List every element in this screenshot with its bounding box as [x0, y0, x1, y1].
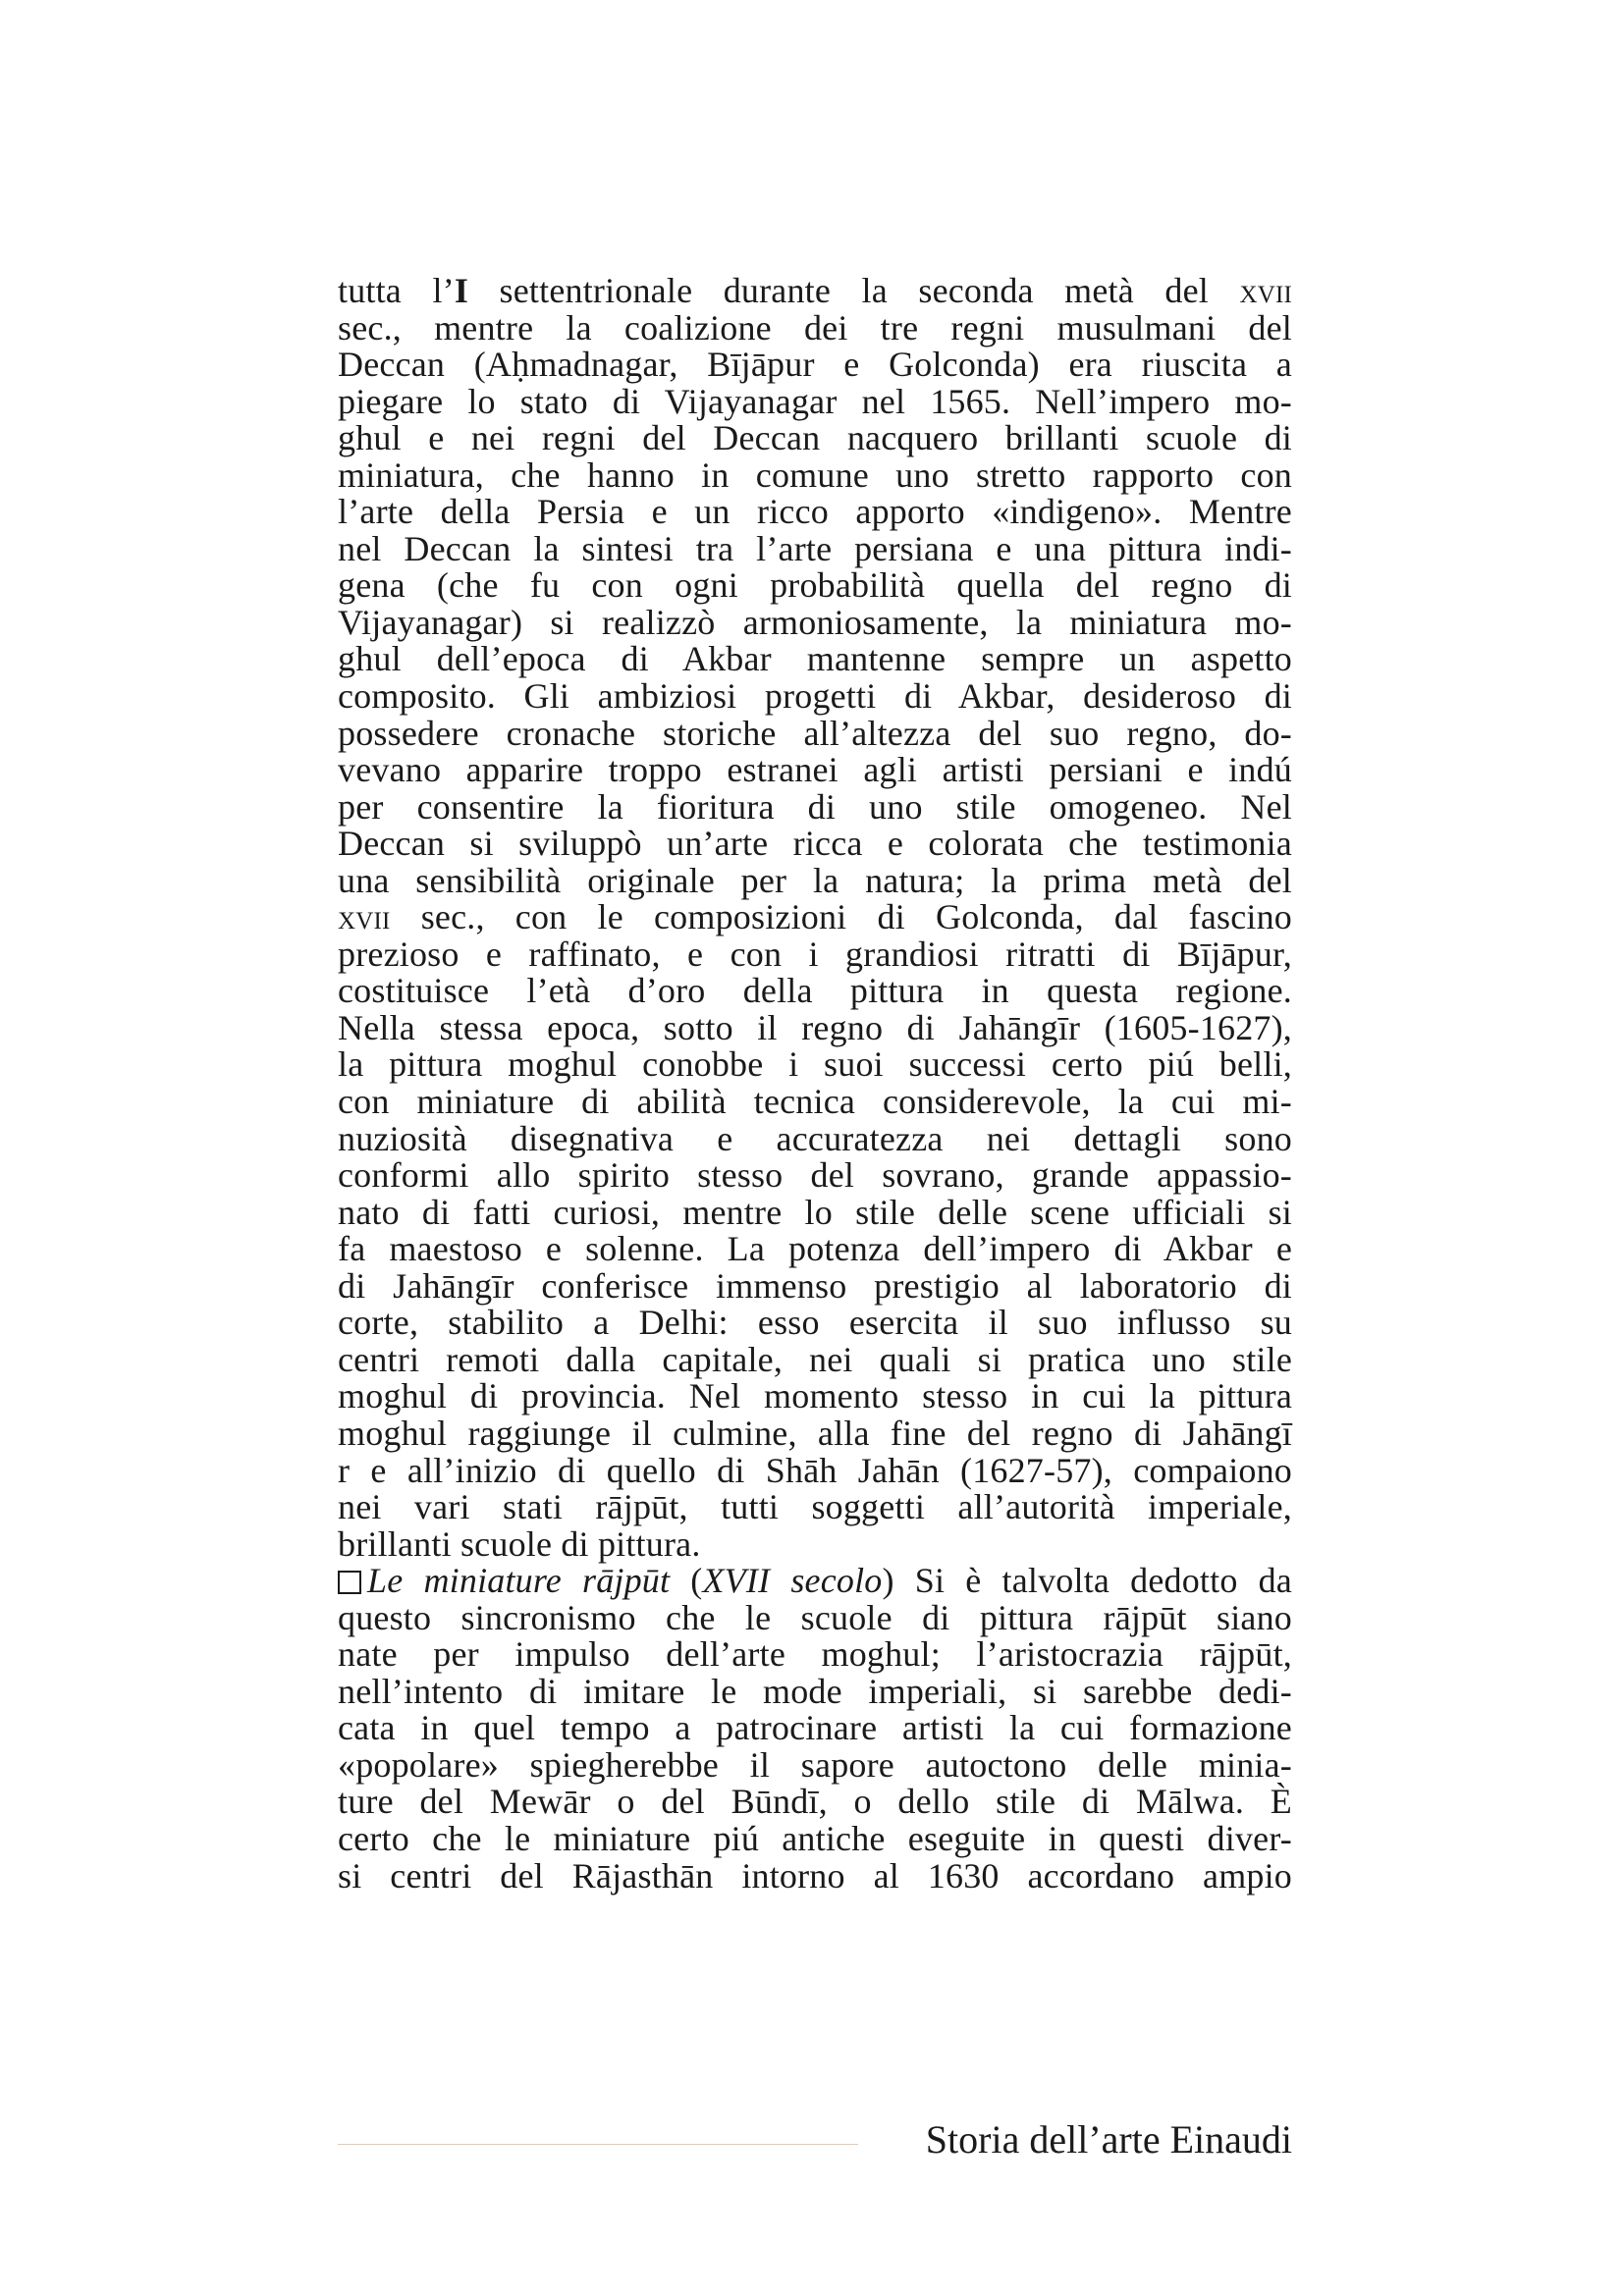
- text-line: ghul e nei regni del Deccan nacquero brillanti scuole di: [338, 418, 1292, 458]
- text-line: l’arte della Persia e un ricco apporto «indigeno». Mentre: [338, 492, 1292, 532]
- text-line: questo sincronismo che le scuole di pittura rājpūt siano: [338, 1597, 1292, 1637]
- text-line: corte, stabilito a Delhi: esso esercita il suo influsso su: [338, 1303, 1292, 1343]
- text-line: costituisce l’età d’oro della pittura in questa regione.: [338, 971, 1292, 1011]
- text-line: Deccan (Aḥmadnagar, Bījāpur e Golconda) era riuscita a: [338, 345, 1292, 385]
- text-line: Vijayanagar) si realizzò armoniosamente, la miniatura mo-: [338, 602, 1292, 642]
- text-line: una sensibilità originale per la natura; la prima metà del: [338, 860, 1292, 900]
- text-line: nato di fatti curiosi, mentre lo stile delle scene ufficiali si: [338, 1192, 1292, 1232]
- page-footer: [338, 2115, 1292, 2164]
- text-line: certo che le miniature piú antiche eseguite in questi diver-: [338, 1818, 1292, 1858]
- footer-rule: [338, 2144, 858, 2145]
- text-line: prezioso e raffinato, e con i grandiosi ritratti di Bījāpur,: [338, 934, 1292, 974]
- section-heading: Le miniature rājpūt: [367, 1561, 671, 1601]
- text-line: vevano apparire troppo estranei agli artisti persiani e indú: [338, 750, 1292, 790]
- text-line: Nella stessa epoca, sotto il regno di Jahāngīr (1605-1627),: [338, 1007, 1292, 1047]
- text-line: nel Deccan la sintesi tra l’arte persiana e una pittura indi-: [338, 528, 1292, 568]
- text-line: nate per impulso dell’arte moghul; l’aristocrazia rājpūt,: [338, 1634, 1292, 1675]
- text-line: composito. Gli ambiziosi progetti di Akbar, desideroso di: [338, 676, 1292, 717]
- text-line: possedere cronache storiche all’altezza del suo regno, do-: [338, 713, 1292, 753]
- text-line: di Jahāngīr conferisce immenso prestigio al laboratorio di: [338, 1265, 1292, 1306]
- text-line: gena (che fu con ogni probabilità quella del regno di: [338, 565, 1292, 606]
- text-line: «popolare» spiegherebbe il sapore autoctono delle minia-: [338, 1744, 1292, 1785]
- text-line: fa maestoso e solenne. La potenza dell’impero di Akbar e: [338, 1229, 1292, 1269]
- text-line: cata in quel tempo a patrocinare artisti la cui formazione: [338, 1708, 1292, 1748]
- footer-title: Storia dell’arte Einaudi: [925, 2117, 1292, 2162]
- text-line: sec., mentre la coalizione dei tre regni musulmani del: [338, 307, 1292, 347]
- text-line: nuziosità disegnativa e accuratezza nei dettagli sono: [338, 1118, 1292, 1158]
- square-bullet-icon: [338, 1571, 361, 1594]
- text-line: per consentire la fioritura di uno stile omogeneo. Nel: [338, 786, 1292, 827]
- text-line: conformi allo spirito stesso del sovrano, grande appassio-: [338, 1155, 1292, 1196]
- text-line: la pittura moghul conobbe i suoi successi certo piú belli,: [338, 1044, 1292, 1085]
- text-line: r e all’inizio di quello di Shāh Jahān (1627-57), compaiono: [338, 1450, 1292, 1490]
- text-line: si centri del Rājasthān intorno al 1630 accordano ampio: [338, 1855, 1292, 1896]
- text-line: xvii sec., con le composizioni di Golconda, dal fascino: [338, 897, 1292, 937]
- text-line: moghul raggiunge il culmine, alla fine del regno di Jahāngī: [338, 1413, 1292, 1453]
- text-line: nei vari stati rājpūt, tutti soggetti all’autorità imperiale,: [338, 1487, 1292, 1527]
- section-heading-line: Le miniature rājpūt (XVII secolo) Si è talvolta dedotto da: [338, 1563, 1292, 1600]
- text-line: ghul dell’epoca di Akbar mantenne sempre un aspetto: [338, 639, 1292, 679]
- text-line: moghul di provincia. Nel momento stesso in cui la pittura: [338, 1376, 1292, 1416]
- text-line: Deccan si sviluppò un’arte ricca e colorata che testimonia: [338, 824, 1292, 864]
- text-line: nell’intento di imitare le mode imperiali, si sarebbe dedi-: [338, 1671, 1292, 1711]
- body-text: [338, 273, 1292, 1895]
- text-line: miniatura, che hanno in comune uno stretto rapporto con: [338, 454, 1292, 495]
- text-line: ture del Mewār o del Būndī, o dello stile di Mālwa. È: [338, 1782, 1292, 1822]
- text-line: piegare lo stato di Vijayanagar nel 1565. Nell’impero mo-: [338, 381, 1292, 421]
- text-line: centri remoti dalla capitale, nei quali si pratica uno stile: [338, 1339, 1292, 1379]
- text-line: con miniature di abilità tecnica considerevole, la cui mi-: [338, 1082, 1292, 1122]
- text-line: brillanti scuole di pittura.: [338, 1523, 701, 1564]
- text-line: tutta l’I settentrionale durante la seconda metà del xvii: [338, 271, 1292, 310]
